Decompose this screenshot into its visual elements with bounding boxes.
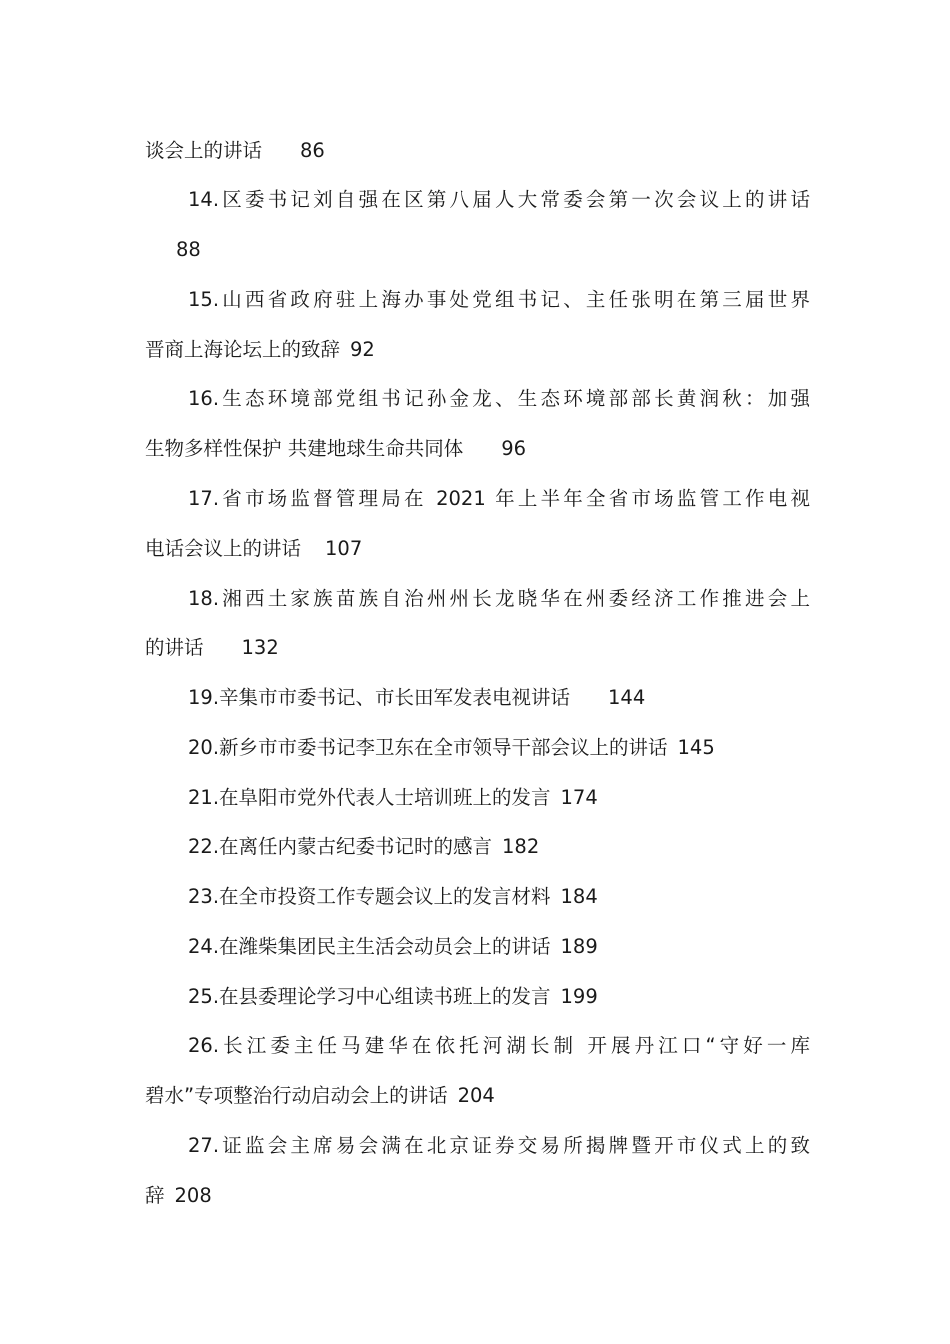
toc-line xyxy=(145,534,810,564)
toc-line xyxy=(188,932,810,962)
toc-page-number: 174 xyxy=(560,786,598,809)
toc-page-number: 145 xyxy=(677,736,715,759)
toc-page-number: 88 xyxy=(176,238,201,261)
toc-entry-text: 14.区委书记刘自强在区第八届人大常委会第一次会议上的讲话 xyxy=(188,188,810,211)
toc-entry-text: 21.在阜阳市党外代表人士培训班上的发言 xyxy=(188,786,551,809)
toc-line xyxy=(145,434,810,464)
toc-entry-text: 电话会议上的讲话 xyxy=(145,537,302,560)
toc-entry-text: 22.在离任内蒙古纪委书记时的感言 xyxy=(188,835,493,858)
toc-line xyxy=(188,733,810,763)
toc-line xyxy=(145,1081,810,1111)
toc-entry-text: 晋商上海论坛上的致辞 xyxy=(145,338,341,361)
toc-line xyxy=(145,1181,810,1211)
toc-entry-text: 辞 xyxy=(145,1184,165,1207)
toc-entry-text: 16.生态环境部党组书记孙金龙、生态环境部部长黄润秋：加强 xyxy=(188,387,810,410)
toc-line xyxy=(145,136,810,166)
toc-entry-text: 15.山西省政府驻上海办事处党组书记、主任张明在第三届世界 xyxy=(188,288,810,311)
toc-line xyxy=(188,683,810,713)
toc-line xyxy=(188,285,810,315)
toc-page-number: 208 xyxy=(174,1184,212,1207)
toc-page-number: 86 xyxy=(300,139,325,162)
toc-entry-text: 20.新乡市市委书记李卫东在全市领导干部会议上的讲话 xyxy=(188,736,668,759)
toc-page-number: 182 xyxy=(502,835,540,858)
toc-entry-text: 25.在县委理论学习中心组读书班上的发言 xyxy=(188,985,551,1008)
toc-page-number: 189 xyxy=(560,935,598,958)
toc-entry-text: 23.在全市投资工作专题会议上的发言材料 xyxy=(188,885,551,908)
toc-entry-text: 谈会上的讲话 xyxy=(145,139,263,162)
toc-page-number: 132 xyxy=(241,636,279,659)
toc-line xyxy=(188,384,810,414)
toc-entry-text: 27.证监会主席易会满在北京证券交易所揭牌暨开市仪式上的致 xyxy=(188,1134,810,1157)
toc-entry-text: 生物多样性保护 共建地球生命共同体 xyxy=(145,437,464,460)
toc-line xyxy=(188,783,810,813)
toc-entry-text: 18.湘西土家族苗族自治州州长龙晓华在州委经济工作推进会上 xyxy=(188,587,810,610)
toc-entry-text: 24.在潍柴集团民主生活会动员会上的讲话 xyxy=(188,935,551,958)
toc-line xyxy=(188,185,810,215)
toc-line xyxy=(145,633,810,663)
toc-page-number: 107 xyxy=(325,537,363,560)
toc-entry-text: 26.长江委主任马建华在依托河湖长制 开展丹江口“守好一库 xyxy=(188,1034,810,1057)
toc-line xyxy=(188,484,810,514)
toc-line xyxy=(176,235,841,265)
toc-entry-text: 碧水”专项整治行动启动会上的讲话 xyxy=(145,1084,448,1107)
toc-entry-text: 17.省市场监督管理局在 2021 年上半年全省市场监管工作电视 xyxy=(188,487,810,510)
toc-line xyxy=(145,335,810,365)
toc-entry-text: 19.辛集市市委书记、市长田军发表电视讲话 xyxy=(188,686,571,709)
toc-page-number: 184 xyxy=(560,885,598,908)
toc-line xyxy=(188,982,810,1012)
toc-line xyxy=(188,882,810,912)
toc-line xyxy=(188,1031,810,1061)
toc-line xyxy=(188,832,810,862)
toc-page-number: 144 xyxy=(608,686,646,709)
toc-line xyxy=(188,584,810,614)
toc-page-number: 92 xyxy=(350,338,375,361)
toc-line xyxy=(188,1131,810,1161)
toc-entry-text: 的讲话 xyxy=(145,636,204,659)
toc-page-number: 96 xyxy=(501,437,527,460)
toc-page-number: 199 xyxy=(560,985,598,1008)
toc-page-number: 204 xyxy=(457,1084,495,1107)
